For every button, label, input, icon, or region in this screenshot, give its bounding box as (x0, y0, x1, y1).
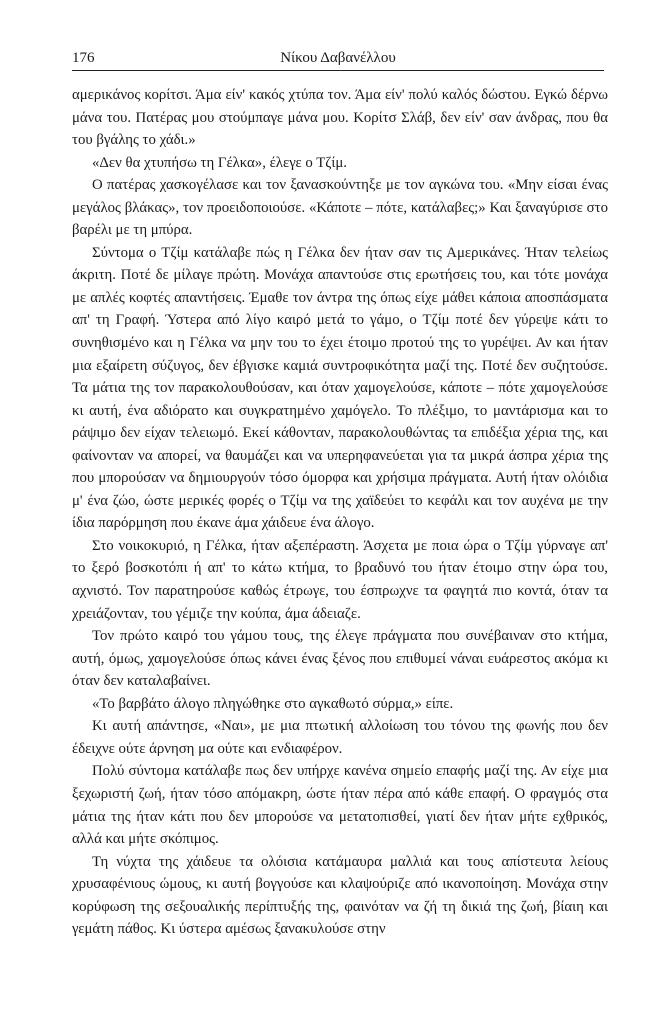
paragraph: Σύντομα ο Τζίμ κατάλαβε πώς η Γέλκα δεν ήταν σαν τις Αμερικάνες. Ήταν τελείως άκριτη. Ποτέ δε μίλαγε πρώτη. Μονάχα απαντούσε στις ερωτήσεις του, και τότε μονάχα με απλές κοφτές απαντήσεις. Έμαθε τον άντρα της όπως είχε μάθει κάποια αποσπάσματα απ' τη Γραφή. Ύστερα από λίγο καιρό μετά το γάμο, ο Τζίμ ποτέ δεν γύρεψε κάτι το συνηθισμένο και η Γέλκα να μην του το έχει έτοιμο προτού της το γυρέψει. Αν και ήταν μια εξαίρετη σύζυγος, δεν έβγισκε καμιά συντροφικότητα μαζί της. Ποτέ δεν συζητούσε. Τα μάτια της τον παρακολουθούσαν, και όταν χαμογελούσε, κάποτε – πότε χαμογελούσε κι αυτή, ένα αδιόρατο και συγκρατημένο χαμόγελο. Το πλέξιμο, το μαντάρισμα και το ράψιμο δεν είχαν τελειωμό. Εκεί κάθονταν, παρακολουθώντας τα επιδέξια χέρια της, και φαίνονταν να απορεί, να θαυμάζει και να υπερηφανεύεται για τα μικρά άσπρα χέρια της που μπορούσαν να δημιουργούν τόσο όμορφα και χρήσιμα πράγματα. Αυτή ήταν ολόιδια μ' ένα ζώο, ώστε μερικές φορές ο Τζίμ να της χαϊδεύει το κεφάλι και τον αυχένα με την ίδια παρόρμηση που έκανε άμα χάιδευε ένα άλογο. (72, 244, 608, 532)
running-title: Νίκου Δαβανέλλου (280, 50, 396, 66)
paragraph: «Το βαρβάτο άλογο πληγώθηκε στο αγκαθωτό σύρμα,» είπε. (92, 695, 454, 712)
page-number: 176 (72, 50, 95, 66)
paragraph: «Δεν θα χτυπήσω τη Γέλκα», έλεγε ο Τζίμ. (92, 154, 348, 171)
paragraph: αμερικάνος κορίτσι. Άμα είν' κακός χτύπα τον. Άμα είν' πολύ καλός δώστου. Εγκώ δέρνω μάνα του. Πατέρας μου στούμπαγε μάνα μου. Κορίτσ Σλάβ, δεν είν' σαν άνδρας, που θα του βγάλης το χάδι.» (72, 87, 608, 149)
body-text (72, 84, 608, 941)
paragraph: Κι αυτή απάντησε, «Ναι», με μια πτωτική αλλοίωση του τόνου της φωνής που δεν έδειχνε ούτε άρνηση μα ούτε και ενδιαφέρον. (72, 718, 608, 757)
paragraph: Πολύ σύντομα κατάλαβε πως δεν υπήρχε κανένα σημείο επαφής μαζί της. Αν είχε μια ξεχωριστή ζωή, ήταν τόσο απόμακρη, ώστε ήταν πέρα από κάθε επαφή. Ο φραγμός στα μάτια της ήταν κάτι που δεν μπορούσε να μετατοπισθεί, γιατί δεν ήταν μήτε εχθρικός, αλλά και μήτε σκόπιμος. (72, 763, 608, 848)
paragraph: Τον πρώτο καιρό του γάμου τους, της έλεγε πράγματα που συνέβαιναν στο κτήμα, αυτή, όμως, χαμογελούσε όπως κάνει ένας ξένος που επιθυμεί νάναι ευάρεστος ακόμα κι όταν δεν καταλαβαίνει. (72, 628, 608, 690)
page-header (72, 48, 604, 71)
paragraph: Στο νοικοκυριό, η Γέλκα, ήταν αξεπέραστη. Άσχετα με ποια ώρα ο Τζίμ γύρναγε απ' το ξερό βοσκοτόπι ή απ' το κάτω κτήμα, το βραδυνό του ήταν έτοιμο στην ώρα του, αχνιστό. Τον παρατηρούσε καθώς έτρωγε, του έσπρωχνε τα φαγητά πιο κοντά, όταν τα χρειάζονταν, του γέμιζε την κούπα, άμα άδειαζε. (72, 537, 608, 622)
paragraph: Τη νύχτα της χάιδευε τα ολόισια κατάμαυρα μαλλιά και τους απίστευτα λείους χρυσαφένιους ώμους, κι αυτή βογγούσε και κλαψούριζε από ικανοποίηση. Μονάχα στην κορύφωση της σεξουαλικής περίπτυξής της, φαινόταν να ζή τη δικιά της ζωή, βίαιη και γεμάτη πάθος. Κι ύστερα αμέσως ξανακυλούσε στην (72, 853, 608, 938)
paragraph: Ο πατέρας χασκογέλασε και τον ξανασκούντηξε με τον αγκώνα του. «Μην είσαι ένας μεγάλος βλάκας», τον προειδοποιούσε. «Κάποτε – πότε, κατάλαβες;» Και ξαναγύρισε στο βαρέλι με τη μπύρα. (72, 177, 608, 239)
